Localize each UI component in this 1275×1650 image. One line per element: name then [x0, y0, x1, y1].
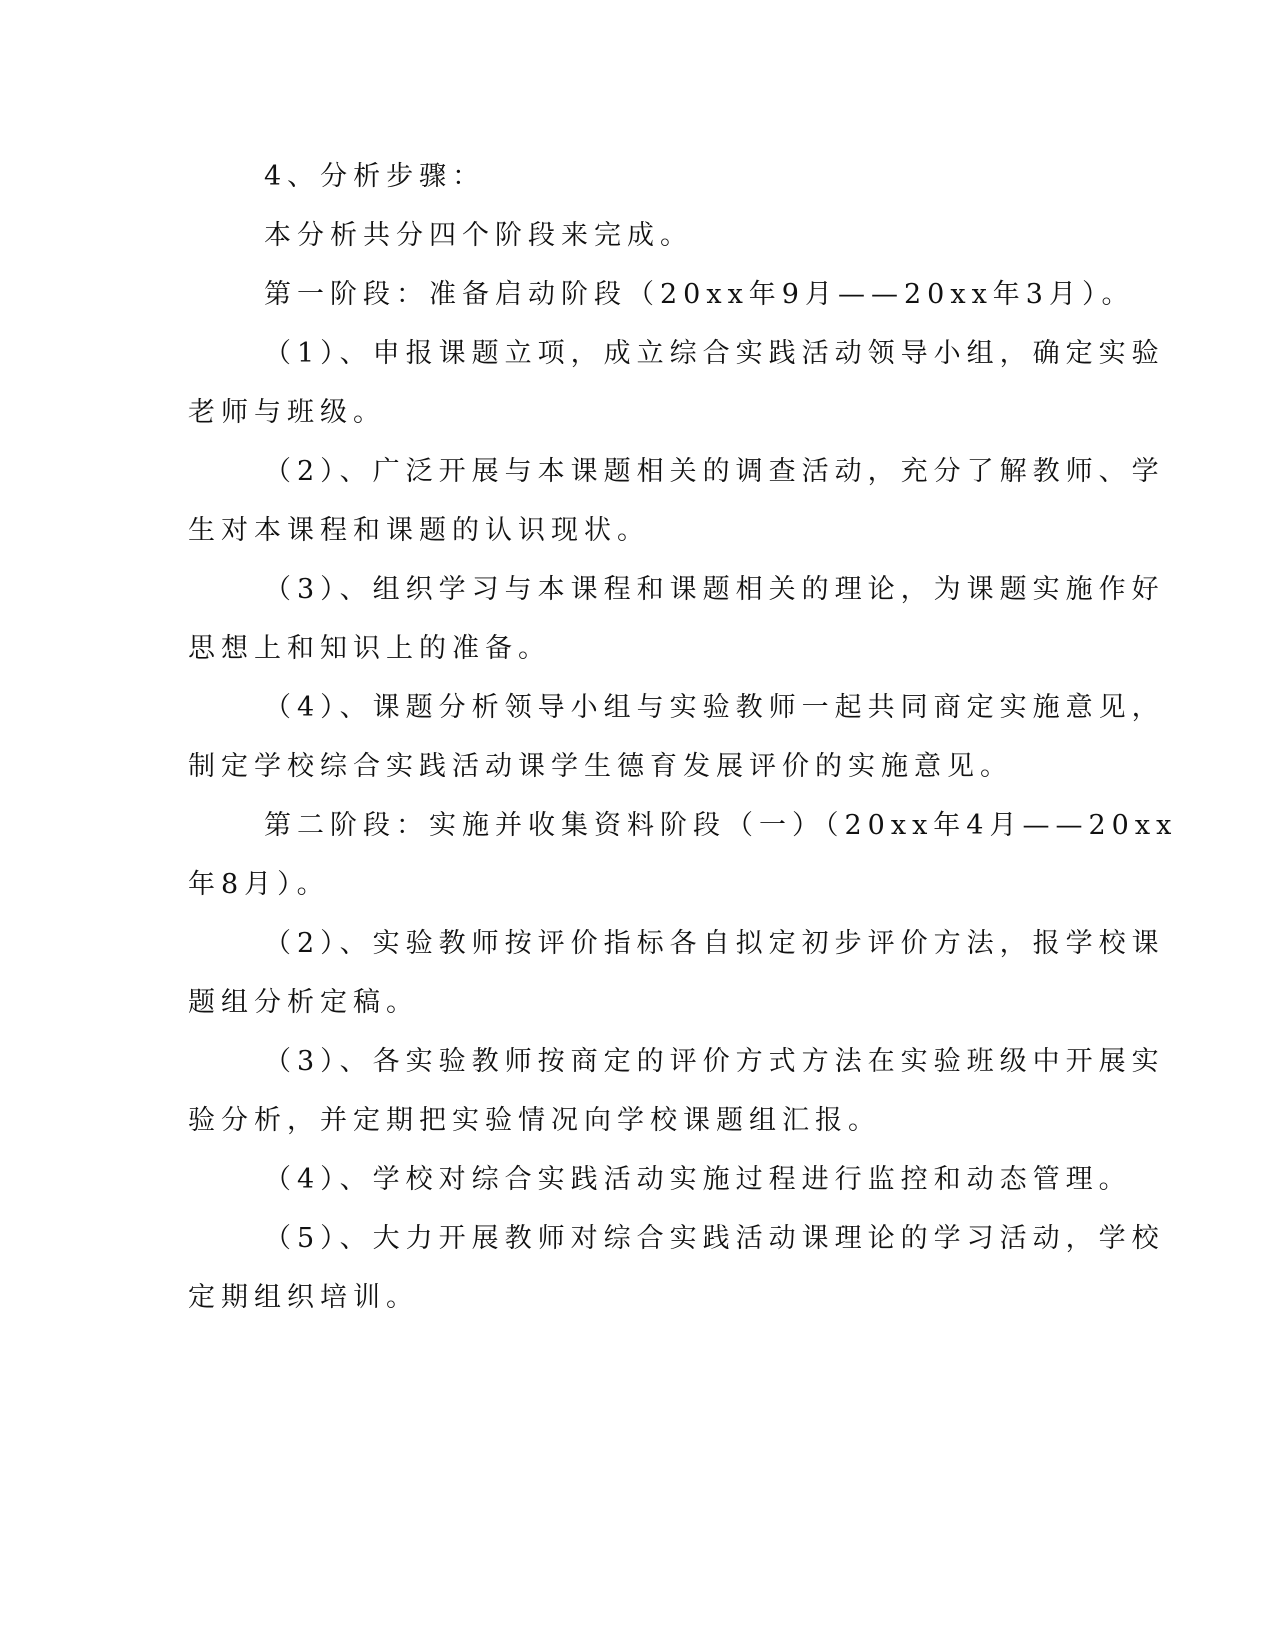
- stage-two-item-4: （4）、学校对综合实践活动实施过程进行监控和动态管理。: [264, 1164, 1132, 1195]
- stage-one-item-4-line-1: （4）、课题分析领导小组与实验教师一起共同商定实施意见，: [264, 692, 1165, 723]
- stage-one-item-2-line-2: 生对本课程和课题的认识现状。: [188, 515, 650, 546]
- stage-one-item-3-line-2: 思想上和知识上的准备。: [188, 633, 551, 664]
- stage-two-item-3-line-1: （3）、各实验教师按商定的评价方式方法在实验班级中开展实: [264, 1046, 1165, 1077]
- heading-analysis-steps: 4、分析步骤：: [264, 161, 486, 192]
- stage-two-item-2-line-2: 题组分析定稿。: [188, 987, 419, 1018]
- stage-one-item-1-line-1: （1）、申报课题立项，成立综合实践活动领导小组，确定实验: [264, 338, 1165, 369]
- paragraph-overview: 本分析共分四个阶段来完成。: [264, 220, 693, 251]
- stage-one-item-2-line-1: （2）、广泛开展与本课题相关的调查活动，充分了解教师、学: [264, 456, 1165, 487]
- stage-two-item-5-line-2: 定期组织培训。: [188, 1282, 419, 1313]
- stage-two-item-5-line-1: （5）、大力开展教师对综合实践活动课理论的学习活动，学校: [264, 1223, 1165, 1254]
- stage-two-item-2-line-1: （2）、实验教师按评价指标各自拟定初步评价方法，报学校课: [264, 928, 1165, 959]
- stage-one-item-4-line-2: 制定学校综合实践活动课学生德育发展评价的实施意见。: [188, 751, 1013, 782]
- stage-two-title-line-2: 年8月）。: [188, 869, 330, 900]
- stage-one-title: 第一阶段：准备启动阶段（20xx年9月——20xx年3月）。: [264, 279, 1135, 310]
- stage-two-item-3-line-2: 验分析，并定期把实验情况向学校课题组汇报。: [188, 1105, 881, 1136]
- stage-one-item-1-line-2: 老师与班级。: [188, 397, 386, 428]
- stage-one-item-3-line-1: （3）、组织学习与本课程和课题相关的理论，为课题实施作好: [264, 574, 1165, 605]
- stage-two-title-line-1: 第二阶段：实施并收集资料阶段（一）（20xx年4月——20xx: [264, 810, 1178, 841]
